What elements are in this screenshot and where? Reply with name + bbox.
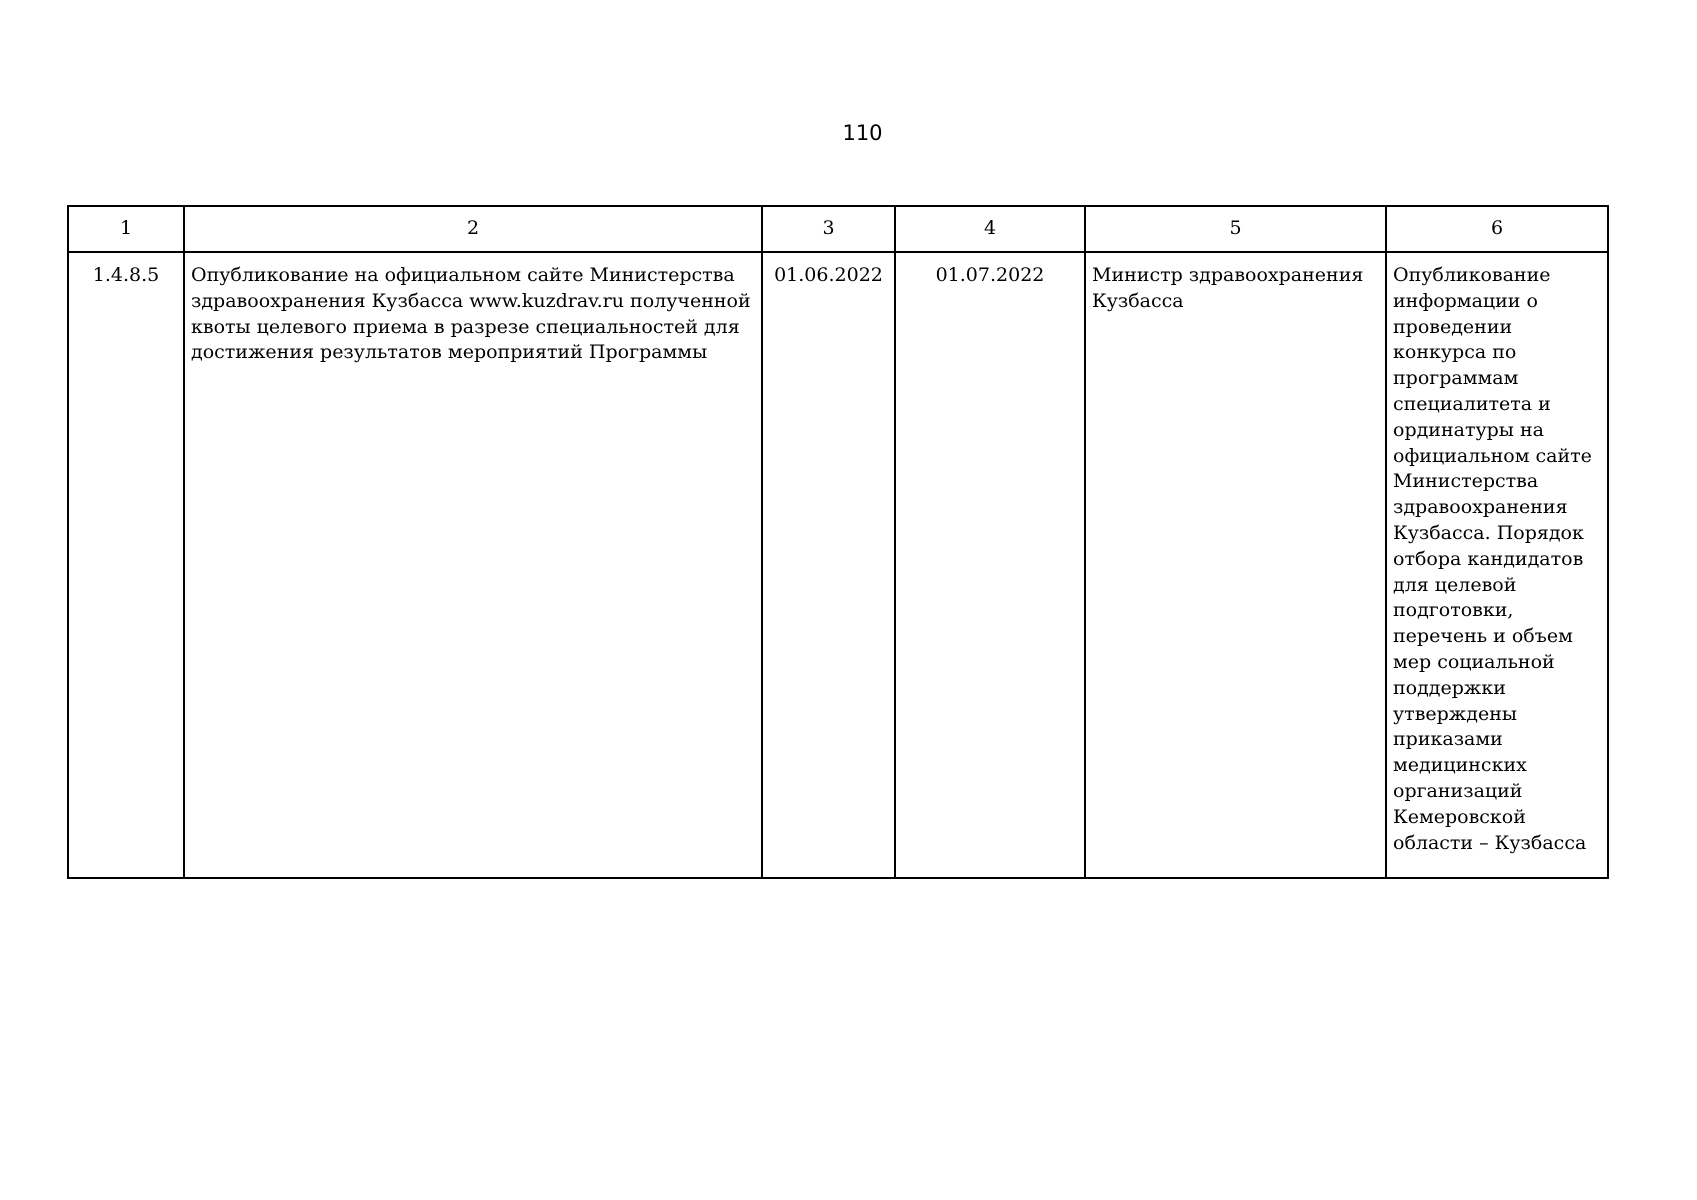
- column-header: 3: [762, 206, 895, 252]
- start-date-cell: 01.06.2022: [762, 252, 895, 878]
- column-header: 4: [895, 206, 1085, 252]
- activity-cell: Опубликование на официальном сайте Министерства здравоохранения Кузбасса www.kuzdrav.ru полученной квоты целевого приема в разрезе специальностей для достижения результатов мероприятий Программы: [184, 252, 762, 878]
- column-header: 5: [1085, 206, 1386, 252]
- table-header-row: [68, 206, 1608, 252]
- activity-table: [67, 205, 1609, 879]
- column-header: 6: [1386, 206, 1608, 252]
- column-header: 2: [184, 206, 762, 252]
- column-header: 1: [68, 206, 184, 252]
- result-cell: Опубликование информации о проведении конкурса по программам специалитета и ординатуры на официальном сайте Министерства здравоохранения Кузбасса. Порядок отбора кандидатов для целевой подготовки, перечень и объем мер социальной поддержки утверждены приказами медицинских организаций Кемеровской области – Кузбасса: [1386, 252, 1608, 878]
- item-number-cell: 1.4.8.5: [68, 252, 184, 878]
- page-number: 110: [842, 121, 883, 145]
- end-date-cell: 01.07.2022: [895, 252, 1085, 878]
- table-row: [68, 252, 1608, 878]
- responsible-cell: Министр здравоохранения Кузбасса: [1085, 252, 1386, 878]
